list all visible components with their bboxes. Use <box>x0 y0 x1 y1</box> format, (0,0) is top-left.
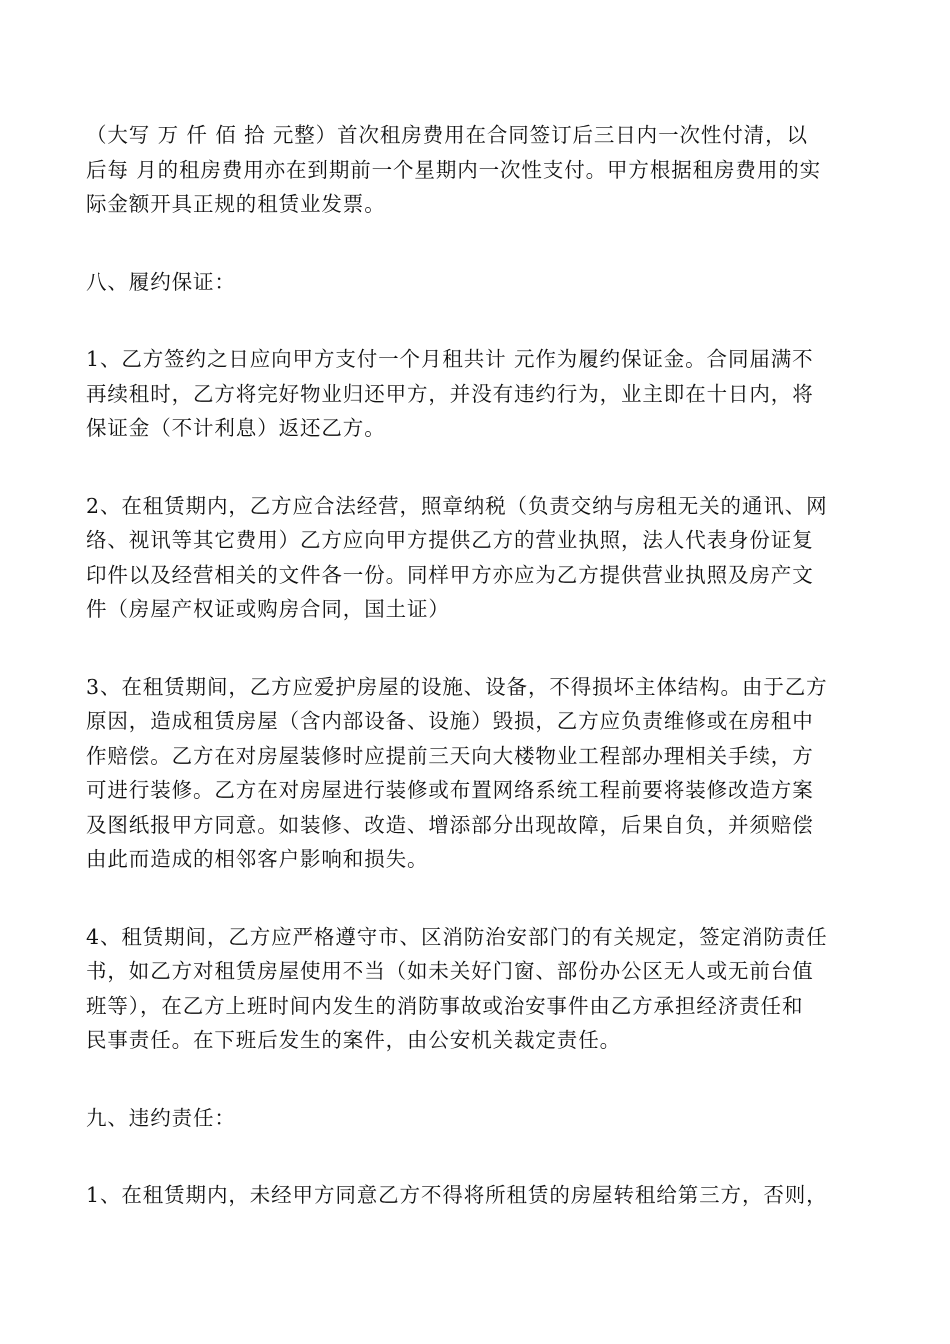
text-line: 书，如乙方对租赁房屋使用不当（如未关好门窗、部份办公区无人或无前台值 <box>86 959 814 983</box>
text-line: 印件以及经营相关的文件各一份。同样甲方亦应为乙方提供营业执照及房产文 <box>86 562 814 587</box>
section-9-heading <box>86 1101 862 1136</box>
heading-text: 八、履约保证： <box>86 269 236 294</box>
text-line: 件（房屋产权证或购房合同，国土证） <box>86 597 450 621</box>
text-line: 及图纸报甲方同意。如装修、改造、增添部分出现故障，后果自负，并须赔偿 <box>86 812 814 837</box>
text-line: 络、视讯等其它费用）乙方应向甲方提供乙方的营业执照，法人代表身份证复 <box>86 528 814 552</box>
text-line: 4、租赁期间，乙方应严格遵守市、区消防治安部门的有关规定，签定消防责任 <box>86 924 828 949</box>
text-line: 3、在租赁期间，乙方应爱护房屋的设施、设备，不得损坏主体结构。由于乙方 <box>86 674 828 699</box>
text-line: 再续租时，乙方将完好物业归还甲方，并没有违约行为，业主即在十日内，将 <box>86 381 814 406</box>
text-line: 后每 月的租房费用亦在到期前一个星期内一次性支付。甲方根据租房费用的实 <box>86 157 822 182</box>
text-line: （大写 万 仟 佰 拾 元整）首次租房费用在合同签订后三日内一次性付清，以 <box>86 123 808 147</box>
text-line: 原因，造成租赁房屋（含内部设备、设施）毁损，乙方应负责维修或在房租中 <box>86 709 814 733</box>
text-line: 际金额开具正规的租赁业发票。 <box>86 192 386 216</box>
section-8-heading <box>86 265 862 300</box>
section-8-item-3 <box>86 670 862 877</box>
section-9-item-1 <box>86 1178 862 1213</box>
text-line: 1、乙方签约之日应向甲方支付一个月租共计 元作为履约保证金。合同届满不 <box>86 347 814 371</box>
heading-text: 九、违约责任： <box>86 1105 236 1130</box>
section-8-item-4 <box>86 920 862 1058</box>
text-line: 2、在租赁期内，乙方应合法经营，照章纳税（负责交纳与房租无关的通讯、网 <box>86 493 828 518</box>
text-line: 民事责任。在下班后发生的案件，由公安机关裁定责任。 <box>86 1028 621 1052</box>
text-line: 可进行装修。乙方在对房屋进行装修或布置网络系统工程前要将装修改造方案 <box>86 778 814 802</box>
text-line: 作赔偿。乙方在对房屋装修时应提前三天向大楼物业工程部办理相关手续，方 <box>86 743 814 768</box>
text-line: 班等），在乙方上班时间内发生的消防事故或治安事件由乙方承担经济责任和 <box>86 993 804 1018</box>
text-line: 保证金（不计利息）返还乙方。 <box>86 416 386 440</box>
document-page <box>86 118 862 1213</box>
paragraph-rent-payment <box>86 118 862 222</box>
text-line: 由此而造成的相邻客户影响和损失。 <box>86 847 429 871</box>
section-8-item-1 <box>86 342 862 446</box>
section-8-item-2 <box>86 489 862 627</box>
text-line: 1、在租赁期内，未经甲方同意乙方不得将所租赁的房屋转租给第三方，否则， <box>86 1183 828 1207</box>
